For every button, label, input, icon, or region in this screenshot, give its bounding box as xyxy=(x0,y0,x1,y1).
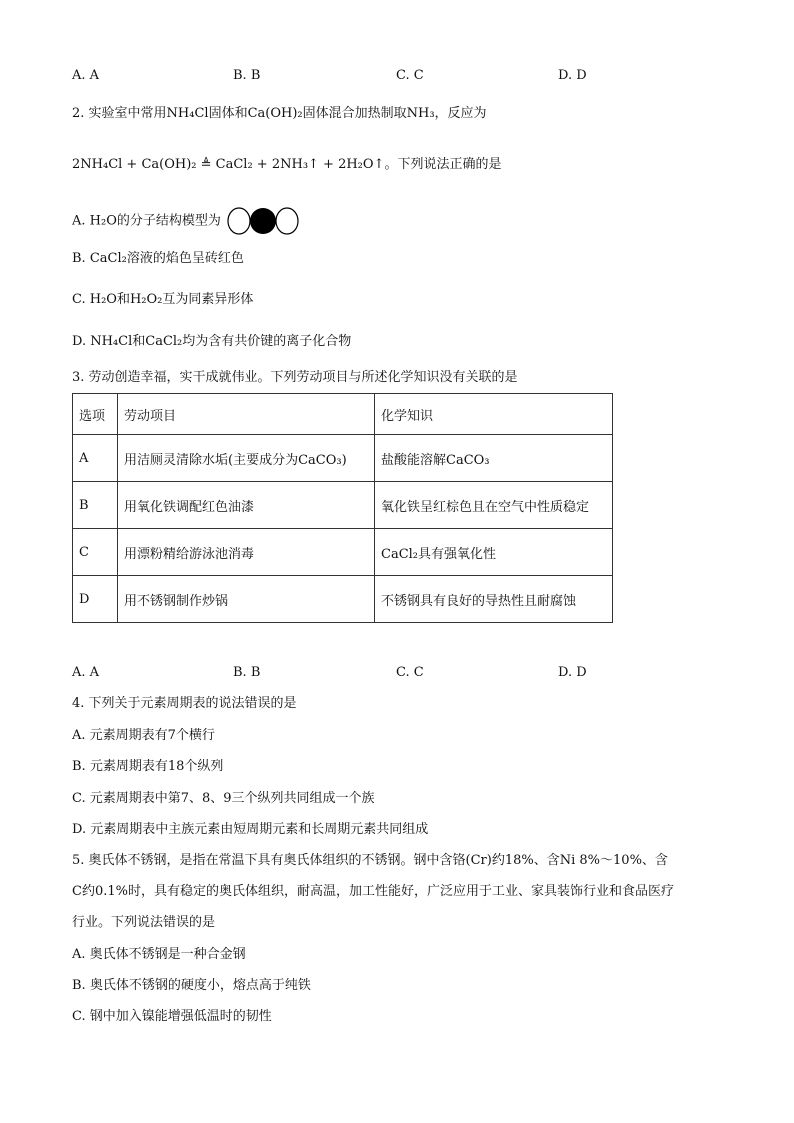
q4-option-d: D. 元素周期表中主族元素由短周期元素和长周期元素共同组成 xyxy=(72,822,429,837)
table-cell: 用氧化铁调配红色油漆 xyxy=(118,482,375,529)
table-row xyxy=(73,576,613,623)
table-row xyxy=(73,529,613,576)
table-cell: CaCl₂具有强氧化性 xyxy=(375,529,613,576)
table-cell: B xyxy=(73,482,118,529)
q4-stem: 4. 下列关于元素周期表的说法错误的是 xyxy=(72,696,297,711)
q3-table xyxy=(72,393,613,623)
table-cell: 用漂粉精给游泳池消毒 xyxy=(118,529,375,576)
q2-option-b: B. CaCl₂溶液的焰色呈砖红色 xyxy=(72,251,244,266)
q3-stem: 3. 劳动创造幸福，实干成就伟业。下列劳动项目与所述化学知识没有关联的是 xyxy=(72,370,518,385)
q4-option-a: A. 元素周期表有7个横行 xyxy=(72,728,215,743)
table-header-cell: 化学知识 xyxy=(375,394,613,435)
table-cell: C xyxy=(73,529,118,576)
q3-option-c: C. C xyxy=(396,665,424,680)
table-row xyxy=(73,482,613,529)
table-row xyxy=(73,435,613,482)
q3-option-a: A. A xyxy=(72,665,100,680)
q5-option-c: C. 钢中加入镍能增强低温时的韧性 xyxy=(72,1009,272,1024)
q2-option-a xyxy=(72,206,299,236)
table-cell: A xyxy=(73,435,118,482)
q1-option-d: D. D xyxy=(558,68,587,83)
q3-option-d: D. D xyxy=(558,665,587,680)
q2-equation: 2NH₄Cl + Ca(OH)₂ ≜ CaCl₂ + 2NH₃↑ + 2H₂O↑。下列说法正确的是 xyxy=(72,157,502,172)
q3-option-b: B. B xyxy=(233,665,261,680)
q2-stem: 2. 实验室中常用NH₄Cl固体和Ca(OH)₂固体混合加热制取NH₃，反应为 xyxy=(72,106,487,121)
table-cell: D xyxy=(73,576,118,623)
q5-stem-line-1: 5. 奥氏体不锈钢，是指在常温下具有奥氏体组织的不锈钢。钢中含铬(Cr)约18%、含Ni 8%～10%、含 xyxy=(72,853,668,868)
table-header-row xyxy=(73,394,613,435)
table-header-cell: 选项 xyxy=(73,394,118,435)
water-molecule-model-icon xyxy=(227,206,299,236)
q4-option-b: B. 元素周期表有18个纵列 xyxy=(72,759,224,774)
q5-option-a: A. 奥氏体不锈钢是一种合金钢 xyxy=(72,947,246,962)
q4-option-c: C. 元素周期表中第7、8、9三个纵列共同组成一个族 xyxy=(72,791,375,806)
q1-option-b: B. B xyxy=(233,68,261,83)
q2-option-c: C. H₂O和H₂O₂互为同素异形体 xyxy=(72,292,254,307)
q2-option-a-text: A. H₂O的分子结构模型为 xyxy=(72,213,221,229)
q5-stem-line-3: 行业。下列说法错误的是 xyxy=(72,915,216,930)
q5-option-b: B. 奥氏体不锈钢的硬度小，熔点高于纯铁 xyxy=(72,978,311,993)
q1-option-c: C. C xyxy=(396,68,424,83)
q3-options xyxy=(72,663,672,683)
table-cell: 用不锈钢制作炒锅 xyxy=(118,576,375,623)
q1-options xyxy=(72,66,672,86)
table-cell: 不锈钢具有良好的导热性且耐腐蚀 xyxy=(375,576,613,623)
table-cell: 氧化铁呈红棕色且在空气中性质稳定 xyxy=(375,482,613,529)
table-header-cell: 劳动项目 xyxy=(118,394,375,435)
table-cell: 盐酸能溶解CaCO₃ xyxy=(375,435,613,482)
table-cell: 用洁厕灵清除水垢(主要成分为CaCO₃) xyxy=(118,435,375,482)
q2-option-d: D. NH₄Cl和CaCl₂均为含有共价键的离子化合物 xyxy=(72,334,352,349)
q1-option-a: A. A xyxy=(72,68,100,83)
q5-stem-line-2: C约0.1%时，具有稳定的奥氏体组织，耐高温，加工性能好，广泛应用于工业、家具装饰行业和食品医疗 xyxy=(72,884,674,899)
